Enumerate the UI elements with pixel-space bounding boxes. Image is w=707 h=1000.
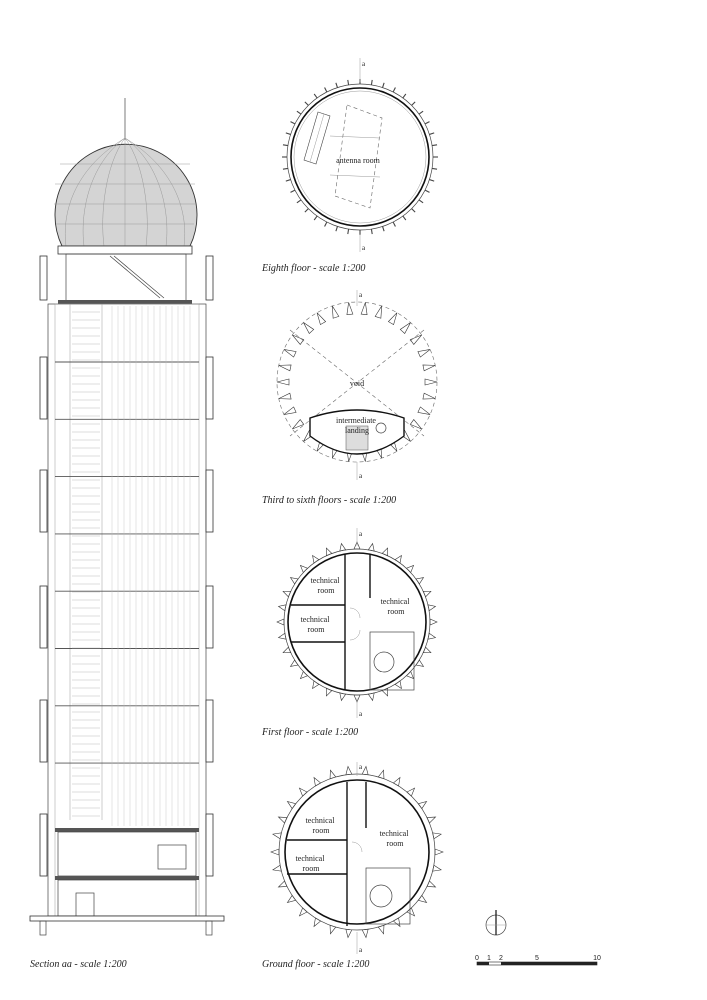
room-label-technical-room: technical room xyxy=(379,829,409,848)
plan-first-floor xyxy=(277,528,437,718)
fin-mark xyxy=(305,209,309,213)
fin-mark xyxy=(371,80,372,85)
section-drawing xyxy=(30,98,224,935)
axis-label: a xyxy=(359,530,363,538)
fin-mark xyxy=(286,180,291,182)
fin-mark xyxy=(429,180,434,182)
fin-mark xyxy=(419,111,423,114)
fin-mark xyxy=(325,88,327,92)
fin-mark xyxy=(425,379,437,385)
fin-mark xyxy=(305,102,309,106)
fin-mark xyxy=(291,190,295,192)
fin-mark xyxy=(317,313,326,325)
fin-mark xyxy=(279,393,291,399)
fin-mark xyxy=(375,306,382,318)
fin-mark xyxy=(429,133,434,135)
fin-mark xyxy=(410,420,421,429)
fin-mark xyxy=(291,122,295,124)
fin-mark xyxy=(435,849,443,855)
fin-mark xyxy=(277,619,284,625)
fin-mark xyxy=(425,122,429,124)
fin-mark xyxy=(346,766,352,774)
section-stair-rungs xyxy=(72,312,100,816)
fin-mark xyxy=(393,222,395,226)
axis-label: a xyxy=(359,710,363,718)
plan-caption: Eighth floor - scale 1:200 xyxy=(262,263,366,274)
fin-mark xyxy=(418,349,430,357)
room-label-technical-room: technical room xyxy=(295,854,325,873)
fin-mark xyxy=(403,94,406,98)
fin-mark xyxy=(418,407,430,415)
fin-mark xyxy=(430,619,437,625)
room-label-technical-room: technical room xyxy=(300,615,330,634)
fin-mark xyxy=(412,102,416,106)
fin-mark xyxy=(347,302,353,314)
fin-mark xyxy=(423,393,435,399)
fin-mark xyxy=(325,222,327,226)
fin-mark xyxy=(283,168,288,169)
plan-caption: Third to sixth floors - scale 1:200 xyxy=(262,495,397,506)
scale-label: 10 xyxy=(593,955,601,962)
fin-mark xyxy=(361,302,367,314)
room-label-antenna-room: antenna room xyxy=(336,156,380,165)
axis-label: a xyxy=(359,291,363,299)
fin-mark xyxy=(383,83,385,88)
fin-mark xyxy=(432,168,437,169)
plan-third-to-sixth-floors xyxy=(277,290,437,480)
fin-mark xyxy=(362,929,368,937)
room-label-technical-room: technical room xyxy=(305,816,335,835)
plan-eighth-floor xyxy=(282,58,438,252)
axis-label: a xyxy=(359,472,363,480)
fin-mark xyxy=(283,145,288,146)
axis-label: a xyxy=(362,244,366,252)
fin-mark xyxy=(299,788,307,796)
fin-mark xyxy=(284,407,296,415)
north-arrow-icon xyxy=(486,910,506,935)
plan-caption: First floor - scale 1:200 xyxy=(262,727,359,738)
fin-mark xyxy=(412,209,416,213)
fin-mark xyxy=(400,323,410,334)
fin-mark xyxy=(271,849,279,855)
fin-mark xyxy=(403,216,406,220)
fin-mark xyxy=(432,145,437,146)
fin-mark xyxy=(277,379,289,385)
fin-mark xyxy=(303,323,313,334)
fin-mark xyxy=(336,226,338,231)
fin-mark xyxy=(393,88,395,92)
fin-mark xyxy=(407,788,415,796)
fin-mark xyxy=(362,766,368,774)
fin-mark xyxy=(371,229,372,234)
plan-caption: Ground floor - scale 1:200 xyxy=(262,959,370,970)
fin-mark xyxy=(299,908,307,916)
fin-mark xyxy=(297,200,301,203)
fin-mark xyxy=(419,200,423,203)
fin-mark xyxy=(314,216,317,220)
fin-mark xyxy=(336,83,338,88)
fin-mark xyxy=(297,111,301,114)
scale-label: 5 xyxy=(535,955,539,962)
room-label-void: void xyxy=(349,379,365,388)
section-caption: Section aa - scale 1:200 xyxy=(30,959,127,970)
axis-label: a xyxy=(359,946,363,954)
fin-mark xyxy=(332,306,339,318)
fin-mark xyxy=(284,349,296,357)
room-label-technical-room: technical room xyxy=(380,597,410,616)
radome xyxy=(54,138,197,246)
room-label-technical-room: technical room xyxy=(310,576,340,595)
scale-label: 1 xyxy=(487,955,491,962)
fin-mark xyxy=(286,133,291,135)
scale-label: 2 xyxy=(499,955,503,962)
scale-bar xyxy=(475,955,601,965)
fin-mark xyxy=(279,365,291,371)
ground-floor-fins xyxy=(271,766,443,937)
fin-mark xyxy=(348,229,349,234)
fin-mark xyxy=(423,365,435,371)
fin-mark xyxy=(388,313,397,325)
fin-mark xyxy=(346,929,352,937)
scale-label: 0 xyxy=(475,955,479,962)
room-label-intermediate-landing: intermediate landing xyxy=(336,416,376,435)
fin-mark xyxy=(314,94,317,98)
fin-mark xyxy=(292,420,303,429)
fin-mark xyxy=(407,908,415,916)
fin-mark xyxy=(348,80,349,85)
plan-ground-floor xyxy=(271,762,443,954)
fin-mark xyxy=(383,226,385,231)
axis-label: a xyxy=(359,763,363,771)
axis-label: a xyxy=(362,60,366,68)
fin-mark xyxy=(425,190,429,192)
